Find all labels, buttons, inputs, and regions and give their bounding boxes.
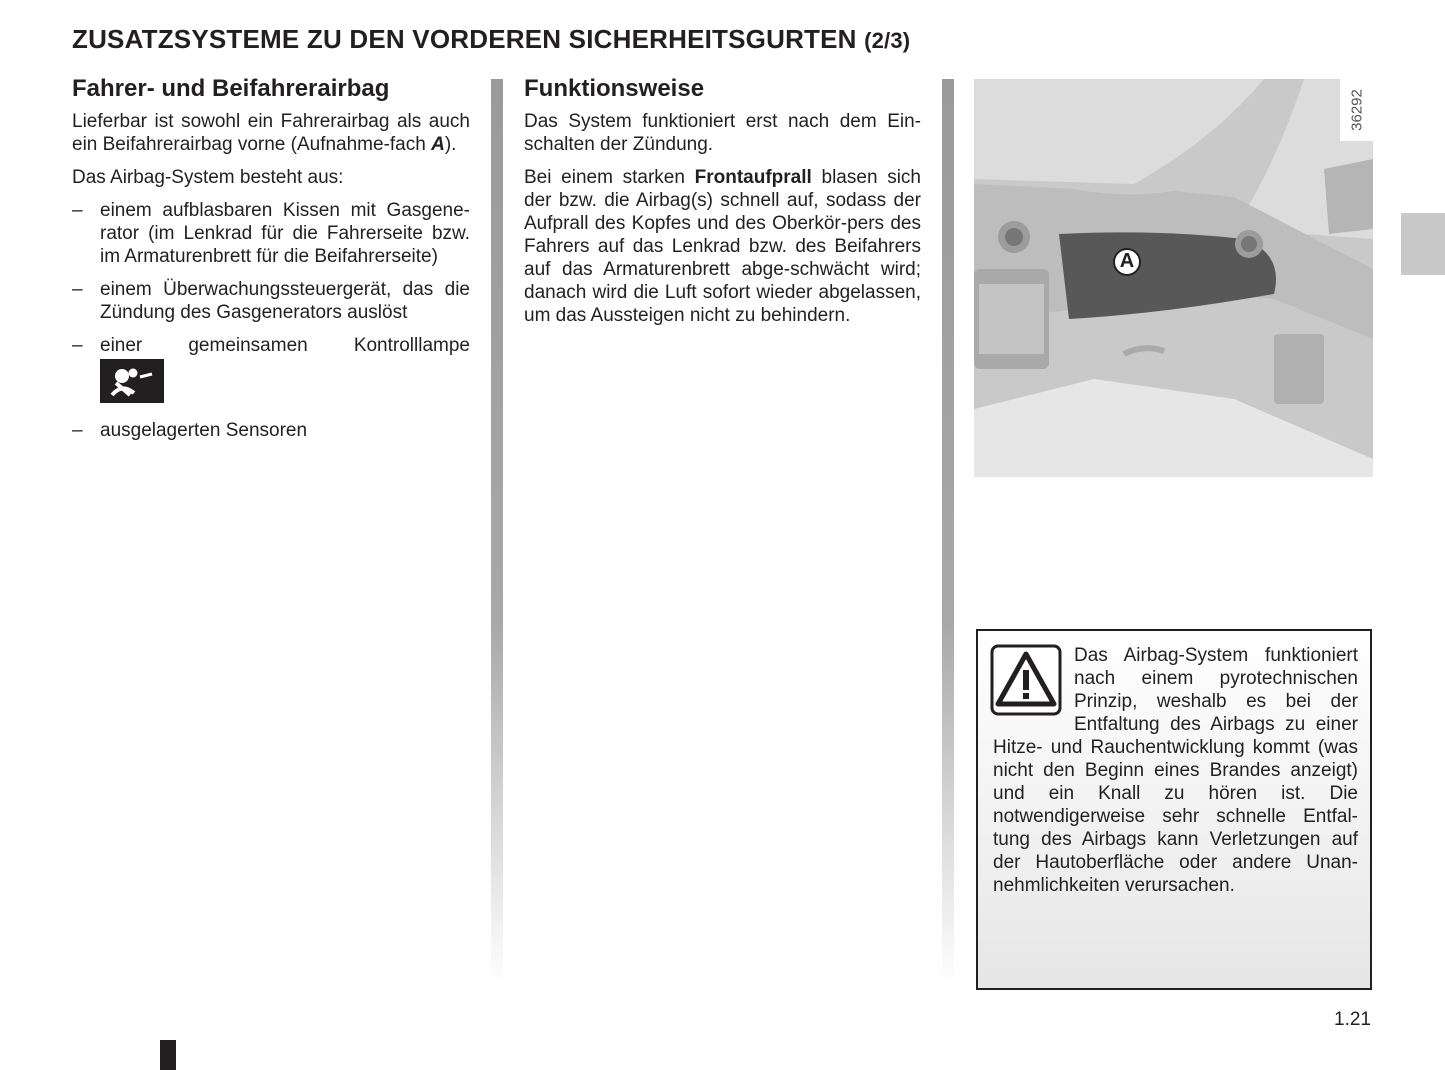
dashboard-illustration xyxy=(974,79,1373,477)
paragraph xyxy=(72,110,470,156)
list-item xyxy=(72,419,470,442)
paragraph: Das System funktioniert erst nach dem Ein-schalten der Zündung. xyxy=(524,111,921,155)
figure-number xyxy=(1340,79,1373,141)
paragraph: Das Airbag-System besteht aus: xyxy=(72,167,344,188)
warning-box xyxy=(976,629,1372,990)
dash: – xyxy=(72,200,83,221)
left-column xyxy=(72,74,470,452)
dashboard-drawing xyxy=(974,79,1373,477)
text: Lieferbar ist sowohl ein Fahrerairbag als auch ein Beifahrerairbag vorne (Aufnahme-fach xyxy=(72,111,470,155)
text: ). xyxy=(444,134,457,155)
list-text-line: einer gemeinsamen Kontrolllampe xyxy=(100,335,470,356)
bold-text: Frontaufprall xyxy=(694,167,812,188)
middle-column xyxy=(524,74,921,337)
section-heading: Funktionsweise xyxy=(524,75,705,102)
airbag-warning-lamp-icon xyxy=(100,359,164,403)
dash: – xyxy=(72,279,83,300)
list-text: ausgelagerten Sensoren xyxy=(100,420,308,441)
column-divider xyxy=(491,79,503,984)
figure-ref: A xyxy=(431,134,445,155)
list-text: einem aufblasbaren Kissen mit Gasgene-rator (im Lenkrad für die Fahrerseite bzw. im Armaturenbrett für die Beifahrerseite) xyxy=(100,200,470,267)
title-text: ZUSATZSYSTEME ZU DEN VORDEREN SICHERHEITSGURTEN xyxy=(72,24,857,54)
warning-text: Das Airbag-System funktioniert nach einem pyrotechnischen Prinzip, weshalb es bei der Entfaltung des Airbags zu einer Hitze- und Rauchentwicklung kommt (was nicht den Beginn eines Brandes anzeigt) und ein Knall zu hören ist. Die notwendigerweise sehr schnelle Entfal-tung des Airbags kann Verletzungen auf der Hautoberfläche oder andere Unan-nehmlichkeiten verursachen. xyxy=(993,645,1358,896)
list-item xyxy=(72,334,470,409)
figure-number-text: 36292 xyxy=(1348,89,1365,131)
print-mark xyxy=(160,1040,176,1070)
list-text xyxy=(100,334,470,409)
page-number: 1.21 xyxy=(1334,1009,1371,1030)
paragraph xyxy=(524,166,921,327)
column-divider xyxy=(942,79,954,984)
text: Bei einem starken xyxy=(524,167,695,188)
dash: – xyxy=(72,420,83,441)
section-heading: Fahrer- und Beifahrerairbag xyxy=(72,75,390,102)
list-text: einem Überwachungssteuergerät, das die Zündung des Gasgenerators auslöst xyxy=(100,279,470,323)
warning-content xyxy=(993,644,1358,897)
page-title xyxy=(72,24,910,55)
warning-triangle-icon xyxy=(990,644,1062,716)
list-item xyxy=(72,199,470,268)
list-item xyxy=(72,278,470,324)
text: blasen sich der bzw. die Airbag(s) schnell auf, sodass der Aufprall des Kopfes und des Oberkör-pers des Fahrers auf das Lenkrad bzw. des Beifahrers auf das Armaturenbrett abge-schwächt wird; danach wird die Luft sofort wieder abgelassen, um das Aussteigen nicht zu behindern. xyxy=(524,167,921,326)
figure-label: A xyxy=(1119,250,1135,272)
chapter-tab xyxy=(1401,213,1445,275)
dash: – xyxy=(72,335,83,356)
title-part: (2/3) xyxy=(864,28,911,53)
